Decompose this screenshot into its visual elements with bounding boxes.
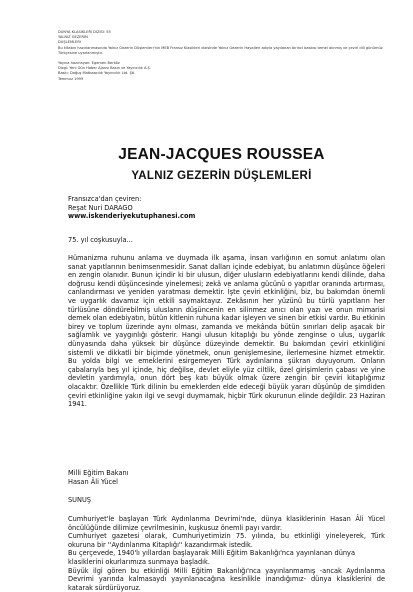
typesetting-line: Dizgi: Yeni Gün Haber Ajansı Basın ve Yayıncılık A.Ş. (58, 66, 151, 71)
credits-block (68, 195, 195, 221)
imprint-note: Bu kitabın hazırlanmasında Yalnız Gezerin Düşlemleri'nin MEB Fransız Klasikleri dizisinde Yalnız Gezerin Hayalleri adıyla yayılanan birinci baskısı temel alınmış ve çeviri dili günümüz Türkçesine uyarlanmıştır. (58, 45, 383, 55)
date-line: Temmuz 1999 (58, 76, 84, 81)
imprint-title-line-1: YALNIZ GEZERİN (58, 35, 88, 40)
series-line: DÜNYA KLASİKLERİ DİZİSİ: 55 (58, 30, 111, 34)
sunus-paragraph-3-part-2: klasiklerini okurlarımıza sunmaya başladık. (68, 557, 210, 566)
imprint-title-line-2: DÜŞLEMLERİ (58, 40, 81, 45)
book-subtitle: YALNIZ GEZERİN DÜŞLEMLERİ (131, 170, 312, 182)
sunus-body (68, 515, 385, 592)
sunus-paragraph-1: Cumhuriyet'le başlayan Türk Aydınlanma Devrimi'nde, dünya klasiklerinin Hasan Âli Yücel öncülüğünde dilimize çevrilmesinin, kuşkusuz önemli payı vardır. (68, 515, 385, 532)
editor-line: Yayına hazırlayan: Egemen Berköz (58, 61, 120, 66)
foreword-paragraph: Hümanizma ruhunu anlama ve duymada ilk aşama, insan varlığının en somut anlatımı olan sanat yapıtlarının benimsenmesidir. Sanat dalları içinde edebiyat, bu anlatımın düşünce öğeleri en zengin olanıdır. Bunun içindir ki bir ulusun, diğer ulusların edebiyatlarını kendi dilinde, daha doğrusu kendi düşüncesinde yinelemesi; zekâ ve anlama gücünü o yapıtlar oranında artırması, canlandırması ve yeniden yaratması demektir. İşte çeviri etkinliğini, biz, bu bakımdan önemli ve uygarlık davamız için etkili saymaktayız. Zekâsının her yüzünü bu türlü yapıtların her türlüsüne döndürebilmiş ulusların düşüncenin en silinmez anıcı olan yazı ve onun mimarisi demek olan edebiyatın, bütün kitlenin ruhuna kadar işleyen ve sinen bir etkisi vardır. Bu etkinin birey ve toplum üzerinde aynı olması, zamanda ve mekânda bütün sınırları delip aşacak bir sağlamlık ve yaygınlığı gösterir. Hangi ulusun kitaplığı bu yönde zenginse o ulus, uygarlık dünyasında daha yüksek bir düşünce düzeyinde demektir. Bu bakımdan çeviri etkinliğini sistemli ve dikkatli bir biçimde yönetmek, onun genişlemesine, ilerlemesine hizmet etmektir. Bu yolda bilgi ve emeklerini esirgemeyen Türk aydınlarına şükran duyuyorum. Onların çabalarıyla beş yıl içinde, hiç değilse, devlet eliyle yüz ciltlik, özel girişimlerin çabası ve yine devletin yardımıyla, onun dört beş katı büyük olmak üzere zengin bir çeviri kitaplığımız olacaktır. Özellikle Türk dilinin bu emeklerden elde edeceği büyük yararı düşünüp de şimdiden çeviri etkinliğine yakın ilgi ve sevgi duymamak, hiçbir Türk okurunun elinde değildir. 23 Haziran 1941. (68, 254, 385, 409)
sunus-paragraph-3-part-1: Bu çerçevede, 1940'lı yıllardan başlayarak Milli Eğitim Bakanlığı'nca yayınlanan dünya (68, 549, 355, 558)
imprint-block (58, 30, 388, 82)
translator-name: Reşat Nuri DARAGO (68, 203, 133, 212)
website-link[interactable]: www.iskenderiyekutuphanesi.com (68, 212, 196, 221)
sunus-paragraph-4: Büyük ilgi gören bu etkinliği Milli Eğitim Bakanlığı'nca yayınlanmamış -ancak Aydınlanma Devrimi yarında kalmasaydı yayınlanacağına kesinlikle inandığımız- dünya klasiklerini de katarak sürdürüyoruz. (68, 566, 385, 592)
sunus-paragraph-2: Cumhuriyet gazetesi olarak, Cumhuriyetimizin 75. yılında, bu etkinliği yineleyerek, Türk okuruna bir ''Aydınlanma Kitaplığı'' kazandırmak istedik. (68, 532, 385, 549)
intro-line: 75. yıl coşkusuyla... (68, 236, 133, 244)
sunus-paragraph-3 (68, 549, 385, 566)
book-author-title: JEAN-JACQUES ROUSSEA (118, 146, 325, 163)
translator-label: Fransızca'dan çeviren: (68, 195, 142, 203)
signature-name: Hasan Âli Yücel (68, 478, 118, 486)
printing-line: Baskı: Doğuş Matbaacılık Yayıncılık Ltd. Şti. (58, 71, 136, 76)
signature-org: Milli Eğitim Bakanı (68, 469, 129, 477)
section-heading-sunus: SUNUŞ (68, 496, 91, 504)
